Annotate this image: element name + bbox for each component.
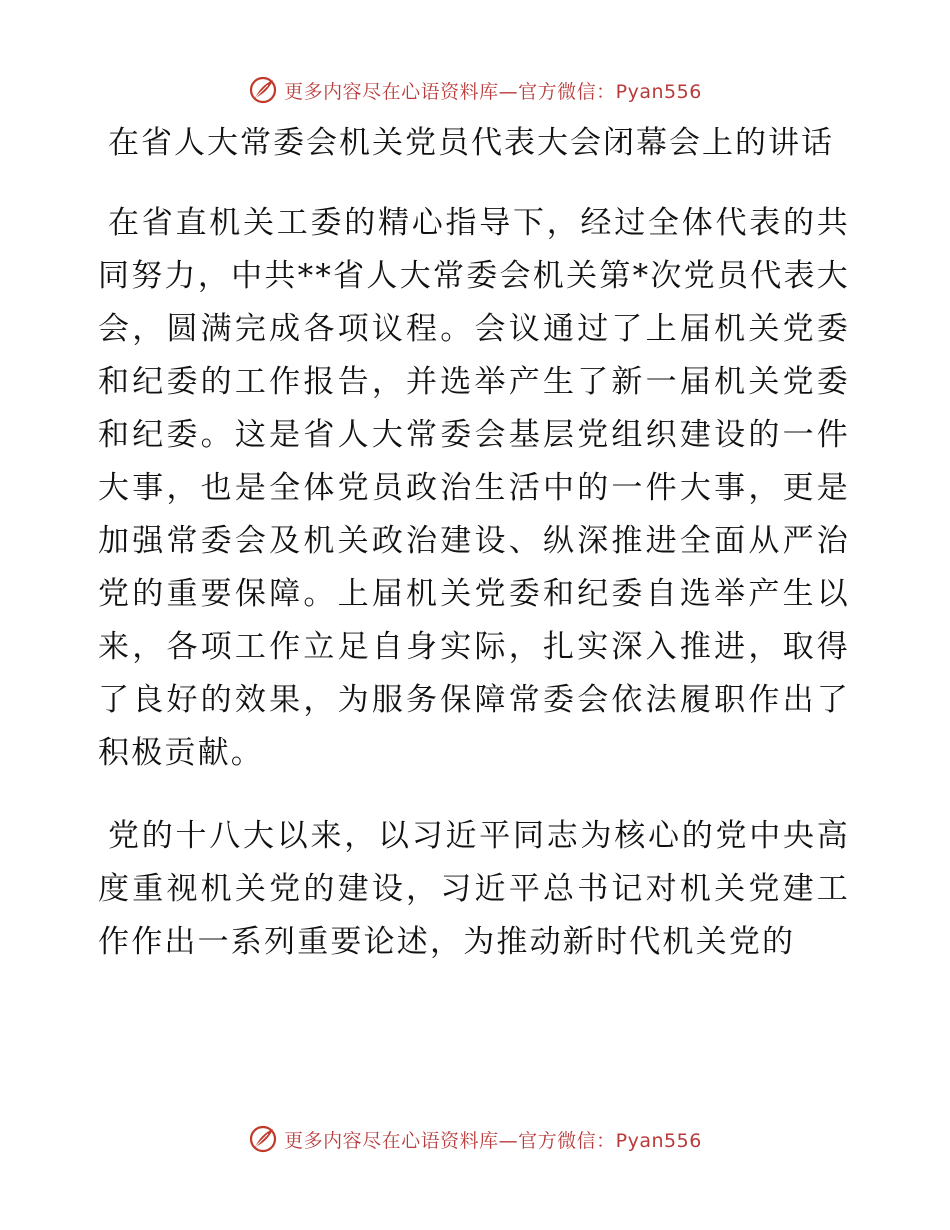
paragraph-1: 在省直机关工委的精心指导下，经过全体代表的共同努力，中共**省人大常委会机关第*次党员代表大会，圆满完成各项议程。会议通过了上届机关党委和纪委的工作报告，并选举产生了新一届机关党委和纪委。这是省人大常委会基层党组织建设的一件大事，也是全体党员政治生活中的一件大事，更是加强常委会及机关政治建设、纵深推进全面从严治党的重要保障。上届机关党委和纪委自选举产生以来，各项工作立足自身实际，扎实深入推进，取得了良好的效果，为服务保障常委会依法履职作出了积极贡献。 (98, 205, 850, 771)
watermark-text: 更多内容尽在心语资料库—官方微信：Pyan556 (284, 1129, 702, 1152)
watermark-text: 更多内容尽在心语资料库—官方微信：Pyan556 (284, 80, 702, 103)
document-body (98, 118, 850, 969)
feather-logo-icon (248, 1124, 278, 1154)
paragraph-2: 党的十八大以来，以习近平同志为核心的党中央高度重视机关党的建设，习近平总书记对机关党建工作作出一系列重要论述，为推动新时代机关党的 (98, 818, 850, 960)
feather-logo-icon (248, 75, 278, 105)
footer-watermark (0, 1119, 950, 1159)
document-title: 在省人大常委会机关党员代表大会闭幕会上的讲话 (108, 125, 834, 161)
header-watermark (0, 70, 950, 110)
